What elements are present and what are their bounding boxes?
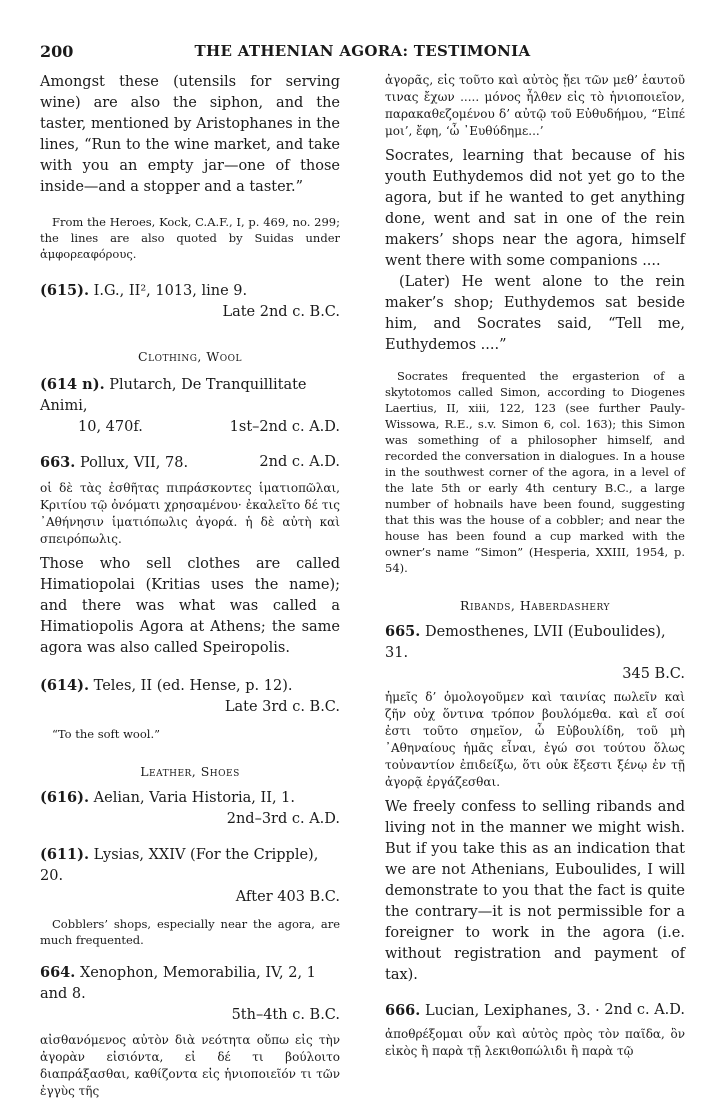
intro-paragraph: Amongst these (utensils for serving wine) are also the siphon, and the taster, mentioned by Aristophanes in the lines, “Run to the wine market, and take with you an empty jar—one of those inside—and a stopper and a taster.” bbox=[40, 74, 340, 195]
quote: “To the soft wool.” bbox=[52, 727, 160, 741]
entry-611 bbox=[40, 844, 340, 908]
right-column bbox=[385, 72, 685, 1060]
commentary-note: Socrates frequented the ergasterion of a skytotomos called Simon, according to Diogenes Laertius, II, xiii, 122, 123 (see further Pauly-Wissowa, R.E., s.v. Simon 6, col. 163); this Simon was something of a philosopher himself, and recorded the conversation in dialogues. In a house in the southwest corner of the agora, in a level of the late 5th or early 4th century B.C., a large number of hobnails have been found, suggesting that this was the house of a cobbler; and near the house has been found a cup marked with the owner’s name “Simon” (Hesperia, XXIII, 1954, p. 54). bbox=[385, 369, 685, 575]
entry-date: 345 B.C. bbox=[622, 666, 685, 682]
entry-number: 664. bbox=[40, 964, 76, 981]
entry-source: Pollux, VII, 78. bbox=[79, 455, 189, 471]
entry-date: 2nd c. A.D. bbox=[259, 454, 340, 470]
intro-footnote: From the Heroes, Kock, C.A.F., I, p. 469, no. 299; the lines are also quoted by Suidas under ἀμφορεαφόρους. bbox=[40, 215, 340, 261]
entry-date: After 403 B.C. bbox=[235, 889, 340, 905]
entry-664 bbox=[40, 962, 340, 1026]
footnote: Cobblers’ shops, especially near the agora, are much frequented. bbox=[40, 917, 340, 947]
entry-number: (611). bbox=[40, 846, 90, 863]
section-heading-clothing: Clothing, Wool bbox=[138, 349, 242, 364]
entry-number: (614 n). bbox=[40, 376, 105, 393]
section-heading-ribands: Ribands, Haberdashery bbox=[460, 598, 610, 613]
translation-1: Socrates, learning that because of his youth Euthydemos did not yet go to the agora, but if he wanted to get anything done, went and sat in one of the rein makers’ shops near the agora, himself went there with some companions .... bbox=[385, 148, 685, 269]
translation: We freely confess to selling ribands and living not in the manner we might wish. But if you take this as an indication that we are not Athenians, Euboulides, I will demonstrate to you that the fact is quite the contrary—it is not permissible for a foreigner to work in the agora (i.e. without registration and payment of tax). bbox=[385, 799, 685, 983]
entry-666 bbox=[385, 1000, 685, 1022]
entry-source-cont: 10, 470f. bbox=[78, 419, 143, 435]
greek-text-continued: ἀγορᾶς, εἰς τοῦτο καὶ αὐτὸς ᾔει τῶν μεθ’ ἑαυτοῦ τινας ἔχων ..... μόνος ἦλθεν εἰς τὸ ἡνιοποιεῖον, παρακαθεζομένου δ’ αὐτῷ τοῦ Εὐθυδήμου, “Εἰπέ μοι’, ἔφη, ‘ὦ ᾿Ευθύδημε...’ bbox=[385, 73, 685, 138]
entry-date: 2nd–3rd c. A.D. bbox=[226, 811, 340, 827]
greek-text: ἡμεῖς δ’ ὁμολογοῦμεν καὶ ταινίας πωλεῖν καὶ ζῆν οὐχ ὅντινα τρόπον βουλόμεθα. καὶ εἴ σοί ἐστι τοῦτο σημεῖον, ὦ Εὐβουλίδη, τοῦ μὴ ᾿Αθηναίους ἡμᾶς εἶναι, ἐγώ σοι τούτου ὅλως τοὐναντίον ἐπιδείξω, ὅτι οὐκ ἔξεστι ξένῳ ἐν τῇ ἀγορᾷ ἐργάζεσθαι. bbox=[385, 690, 685, 789]
entry-614n bbox=[40, 374, 340, 438]
entry-source: Teles, II (ed. Hense, p. 12). bbox=[93, 678, 293, 694]
entry-date: 1st–2nd c. A.D. bbox=[229, 419, 340, 435]
entry-615 bbox=[40, 280, 340, 323]
entry-date: Late 3rd c. B.C. bbox=[224, 699, 340, 715]
translation: Those who sell clothes are called Himatiopolai (Kritias uses the name); and there was what was called a Himatiopolis Agora at Athens; the same agora was also called Speiropolis. bbox=[40, 556, 340, 656]
entry-source: Lucian, Lexiphanes, 3. · bbox=[424, 1003, 600, 1019]
entry-source: Lysias, XXIV (For the Cripple), 20. bbox=[40, 847, 319, 884]
section-heading-leather: Leather, Shoes bbox=[140, 764, 240, 779]
entry-614 bbox=[40, 675, 340, 718]
entry-date: 2nd c. A.D. bbox=[604, 1002, 685, 1018]
entry-number: (616). bbox=[40, 789, 90, 806]
entry-616 bbox=[40, 787, 340, 830]
entry-source: Aelian, Varia Historia, II, 1. bbox=[93, 790, 296, 806]
entry-source: I.G., II², 1013, line 9. bbox=[93, 283, 248, 299]
entry-date: Late 2nd c. B.C. bbox=[222, 304, 340, 320]
entry-source: Demosthenes, LVII (Euboulides), 31. bbox=[385, 624, 666, 661]
entry-number: (615). bbox=[40, 282, 90, 299]
running-title: THE ATHENIAN AGORA: TESTIMONIA bbox=[194, 42, 531, 60]
translation-2: (Later) He went alone to the rein maker’s shop; Euthydemos sat beside him, and Socrates said, “Tell me, Euthydemos ....” bbox=[385, 274, 685, 353]
left-column bbox=[40, 72, 340, 1100]
entry-number: (614). bbox=[40, 677, 90, 694]
entry-source: Plutarch, De Tranquillitate Animi, bbox=[40, 377, 307, 414]
entry-source: Xenophon, Memorabilia, IV, 2, 1 and 8. bbox=[40, 965, 316, 1002]
greek-text: ἀποθρέξομαι οὖν καὶ αὐτὸς πρὸς τὸν παῖδα, ὃν εἰκὸς ἢ παρὰ τῇ λεκιθοπώλιδι ἢ παρὰ τῷ bbox=[385, 1027, 685, 1058]
entry-number: 666. bbox=[385, 1002, 421, 1019]
entry-number: 663. bbox=[40, 454, 76, 471]
entry-date: 5th–4th c. B.C. bbox=[231, 1007, 340, 1023]
greek-text: αἰσθανόμενος αὐτὸν διὰ νεότητα οὔπω εἰς τὴν ἀγορὰν εἰσιόντα, εἰ δέ τι βούλοιτο διαπράξασθαι, καθίζοντα εἰς ἡνιοποιεῖόν τι τῶν ἐγγὺς τῆς bbox=[40, 1033, 340, 1098]
page-number: 200 bbox=[40, 42, 74, 61]
entry-663 bbox=[40, 452, 340, 474]
greek-text: οἱ δὲ τὰς ἐσθῆτας πιπράσκοντες ἱματιοπῶλαι, Κριτίου τῷ ὀνόματι χρησαμένου· ἐκαλεῖτο δέ τις ᾿Αθήνησιν ἱματιόπωλις ἀγορά. ἡ δὲ αὐτὴ καὶ σπειρόπωλις. bbox=[40, 481, 340, 546]
entry-number: 665. bbox=[385, 623, 421, 640]
entry-665 bbox=[385, 621, 685, 685]
